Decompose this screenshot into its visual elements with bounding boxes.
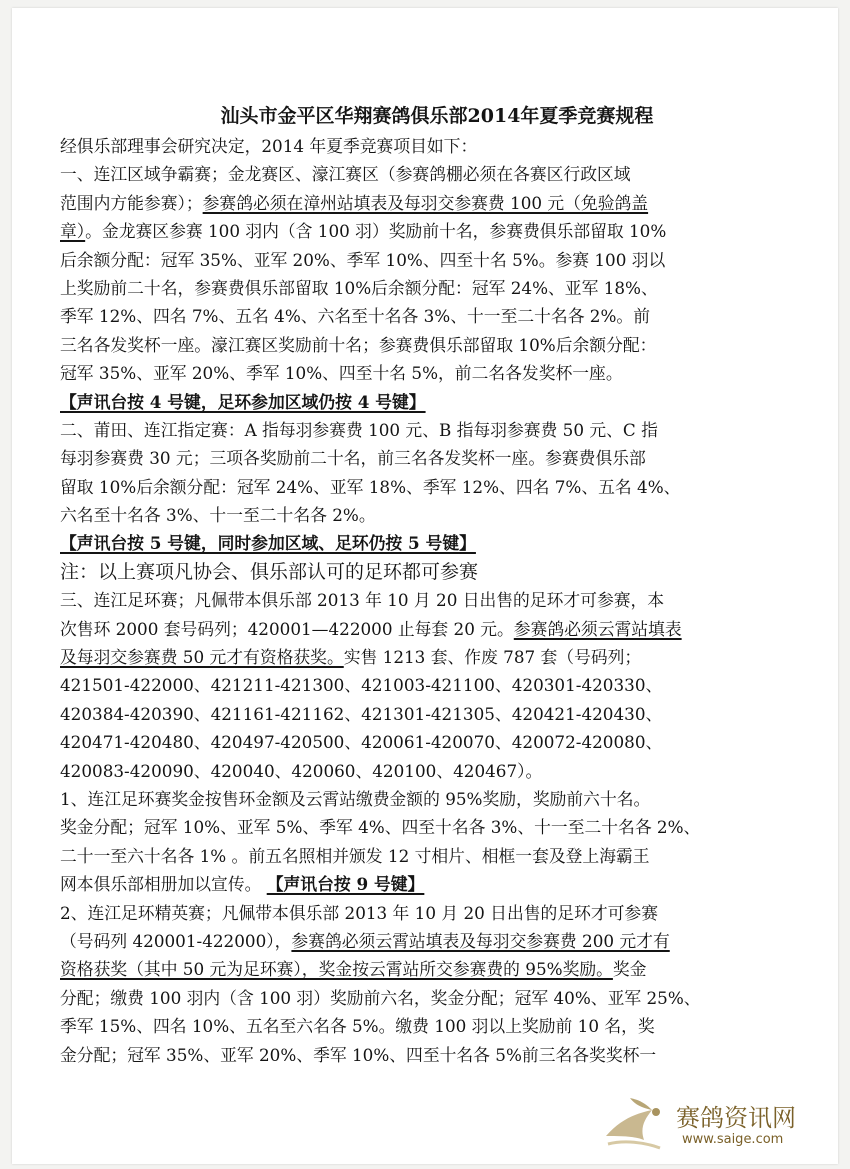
document-line	[60, 700, 786, 728]
document-line	[60, 331, 786, 359]
text-segment: 季军 15%、四名 10%、五名至六名各 5%。缴费 100 羽以上奖励前 10 名，奖	[60, 1016, 655, 1037]
text-segment: 参赛鸽必须云霄站填表	[513, 618, 682, 639]
text-segment: 章）	[60, 221, 86, 242]
document-line	[60, 246, 786, 274]
document-line	[60, 927, 786, 955]
document-line	[60, 132, 786, 160]
document-line	[60, 473, 786, 501]
document-line	[60, 189, 786, 217]
text-segment: 金分配；冠军 35%、亚军 20%、季军 10%、四至十名各 5%前三名各奖奖杯一	[60, 1044, 657, 1065]
document-line	[60, 1012, 786, 1040]
text-segment: 三名各发奖杯一座。濠江赛区奖励前十名；参赛费俱乐部留取 10%后余额分配：	[60, 334, 657, 355]
document-body	[60, 132, 786, 1069]
text-segment: 留取 10%后余额分配：冠军 24%、亚军 18%、季军 12%、四名 7%、五名 4%、	[60, 476, 681, 497]
text-segment: 网本俱乐部相册加以宣传。	[60, 874, 267, 895]
text-segment: 一、连江区域争霸赛；金龙赛区、濠江赛区（参赛鸽棚必须在各赛区行政区域	[60, 164, 631, 185]
document-line	[60, 274, 786, 302]
text-segment: 420384-420390、421161-421162、421301-421305、420421-420430、	[60, 703, 663, 724]
document-line	[60, 643, 786, 671]
document-page	[12, 8, 838, 1164]
document-line	[60, 813, 786, 841]
document-line	[60, 671, 786, 699]
text-segment: 上奖励前二十名，参赛费俱乐部留取 10%后余额分配：冠军 24%、亚军 18%、	[60, 277, 658, 298]
document-line	[60, 444, 786, 472]
text-segment: 次售环 2000 套号码列；420001—422000 止每套 20 元。	[60, 618, 514, 639]
text-segment: 【声讯台按 4 号键，足环参加区域仍按 4 号键】	[60, 391, 426, 412]
document-line	[60, 1041, 786, 1069]
watermark-url: www.saige.com	[682, 1132, 784, 1147]
document-line	[60, 302, 786, 330]
text-segment: 2、连江足环精英赛；凡佩带本俱乐部 2013 年 10 月 20 日出售的足环才可参赛	[60, 902, 658, 923]
text-segment: 季军 12%、四名 7%、五名 4%、六名至十名各 3%、十一至二十名各 2%。前	[60, 306, 650, 327]
text-segment: 参赛鸽必须在漳州站填表及每羽交参赛费 100 元（免验鸽盖	[202, 192, 649, 213]
document-line	[60, 984, 786, 1012]
text-segment: 参赛鸽必须云霄站填表及每羽交参赛费 200 元才有	[291, 930, 670, 951]
document-line	[60, 388, 786, 416]
text-segment: 每羽参赛费 30 元；三项各奖励前二十名，前三名各发奖杯一座。参赛费俱乐部	[60, 448, 646, 469]
document-line	[60, 359, 786, 387]
text-segment: 420083-420090、420040、420060、420100、420467）。	[60, 760, 543, 781]
document-line	[60, 416, 786, 444]
text-segment: 三、连江足环赛；凡佩带本俱乐部 2013 年 10 月 20 日出售的足环才可参赛，本	[60, 590, 665, 611]
text-segment: 【声讯台按 5 号键，同时参加区域、足环仍按 5 号键】	[60, 533, 476, 554]
document-line	[60, 160, 786, 188]
document-line	[60, 217, 786, 245]
text-segment: 后余额分配：冠军 35%、亚军 20%、季军 10%、四至十名 5%。参赛 100 羽以	[60, 249, 666, 270]
text-segment: 范围内方能参赛）；	[60, 192, 203, 213]
text-segment: 二十一至六十名各 1% 。前五名照相并颁发 12 寸相片、相框一套及登上海霸王	[60, 845, 650, 866]
document-line	[60, 728, 786, 756]
document-line	[60, 757, 786, 785]
page-title: 汕头市金平区华翔赛鸽俱乐部2014年夏季竞赛规程	[220, 105, 654, 127]
text-segment: 奖金	[612, 959, 647, 980]
document-line	[60, 615, 786, 643]
text-segment: 资格获奖（其中 50 元为足环赛），奖金按云霄站所交参赛费的 95%奖励。	[60, 959, 613, 980]
document-line	[60, 955, 786, 983]
text-segment: 及每羽交参赛费 50 元才有资格获奖。	[60, 647, 344, 668]
text-segment: （号码列 420001-422000），	[60, 930, 292, 951]
text-segment: 421501-422000、421211-421300、421003-421100、420301-420330、	[60, 675, 663, 696]
text-segment: 六名至十名各 3%、十一至二十名各 2%。	[60, 505, 376, 526]
text-segment: 1、连江足环赛奖金按售环金额及云霄站缴费金额的 95%奖励，奖励前六十名。	[60, 788, 651, 809]
text-segment: 【声讯台按 9 号键】	[266, 874, 425, 895]
text-segment: 冠军 35%、亚军 20%、季军 10%、四至十名 5%，前二名各发奖杯一座。	[60, 363, 623, 384]
document-line	[60, 529, 786, 557]
text-segment: 注：以上赛项凡协会、俱乐部认可的足环都可参赛	[60, 560, 479, 583]
watermark	[600, 1090, 830, 1160]
text-segment: 。金龙赛区参赛 100 羽内（含 100 羽）奖励前十名，参赛费俱乐部留取 10%	[85, 221, 667, 242]
text-segment: 分配；缴费 100 羽内（含 100 羽）奖励前六名，奖金分配；冠军 40%、亚军 25%、	[60, 987, 701, 1008]
text-segment: 实售 1213 套、作废 787 套（号码列；	[343, 647, 642, 668]
text-segment: 奖金分配；冠军 10%、亚军 5%、季军 4%、四至十名各 3%、十一至二十名各 2%、	[60, 817, 701, 838]
text-segment: 经俱乐部理事会研究决定，2014 年夏季竞赛项目如下：	[60, 136, 478, 156]
document-line	[60, 785, 786, 813]
text-segment: 420471-420480、420497-420500、420061-420070、420072-420080、	[60, 732, 663, 753]
document-line	[60, 586, 786, 614]
document-line	[60, 870, 786, 898]
document-line	[60, 899, 786, 927]
pigeon-logo-icon	[600, 1090, 672, 1154]
document-line	[60, 842, 786, 870]
document-line	[60, 501, 786, 529]
text-segment: 二、莆田、连江指定赛：A 指每羽参赛费 100 元、B 指每羽参赛费 50 元、C 指	[60, 419, 658, 440]
document-line	[60, 558, 786, 586]
watermark-title: 赛鸽资讯网	[676, 1104, 796, 1132]
